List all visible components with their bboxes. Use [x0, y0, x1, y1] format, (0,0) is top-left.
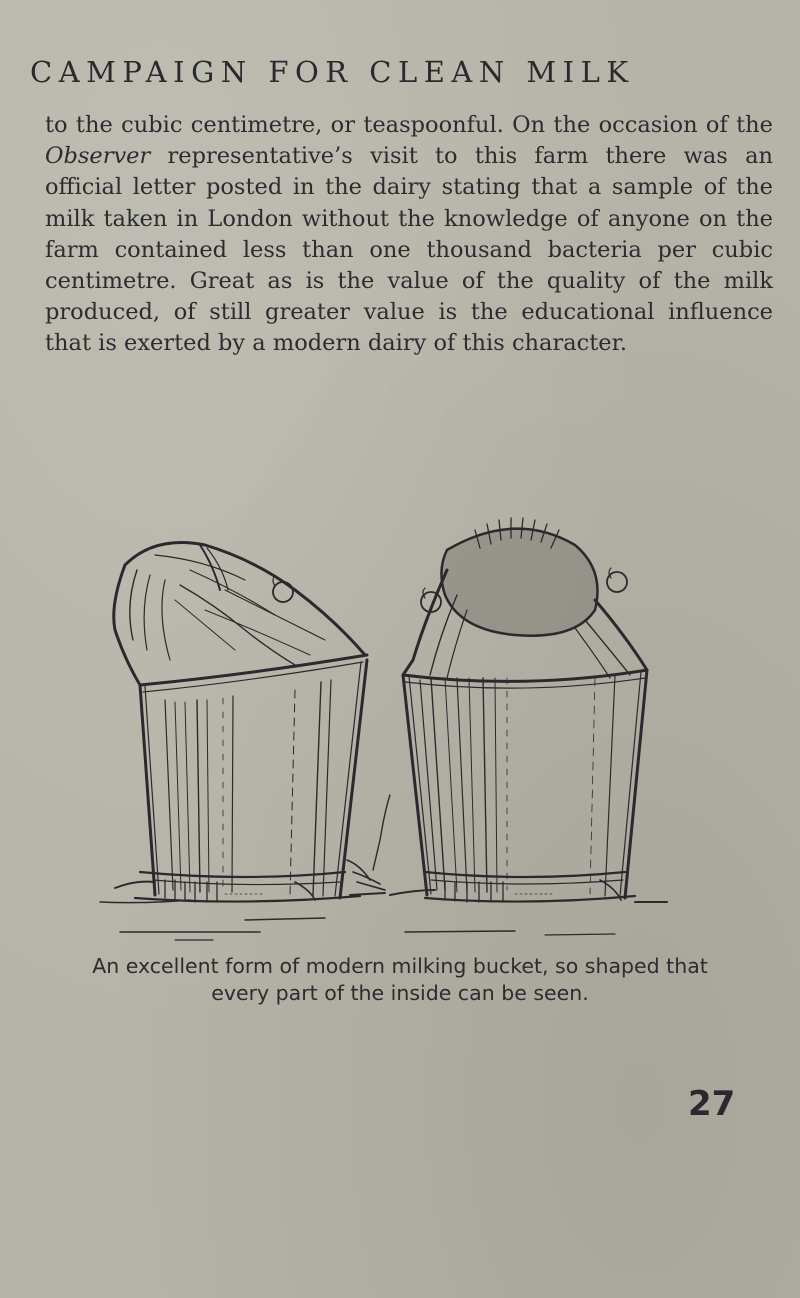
page-number: 27	[688, 1084, 736, 1124]
body-paragraph	[45, 110, 773, 360]
caption-line-2: every part of the inside can be seen.	[211, 981, 589, 1005]
right-bucket	[347, 518, 667, 935]
paragraph-text-part1: to the cubic centimetre, or teaspoonful. On the occasion of the	[45, 112, 773, 138]
milking-bucket-illustration	[95, 510, 675, 950]
paragraph-italic-title: Observer	[45, 143, 151, 170]
left-bucket	[100, 543, 385, 941]
caption-line-1: An excellent form of modern milking bucket, so shaped that	[92, 954, 708, 978]
running-head: CAMPAIGN FOR CLEAN MILK	[30, 55, 635, 89]
paragraph-text-part2: representative’s visit to this farm there was an official letter posted in the dairy stating that a sample of the milk taken in London without the knowledge of anyone on the farm contained less than one thousand bacteria per cubic centimetre. Great as is the value of the quality of the milk produced, of still greater value is the educational influence that is exerted by a modern dairy of this character.	[45, 143, 773, 357]
figure-caption	[60, 953, 740, 1007]
